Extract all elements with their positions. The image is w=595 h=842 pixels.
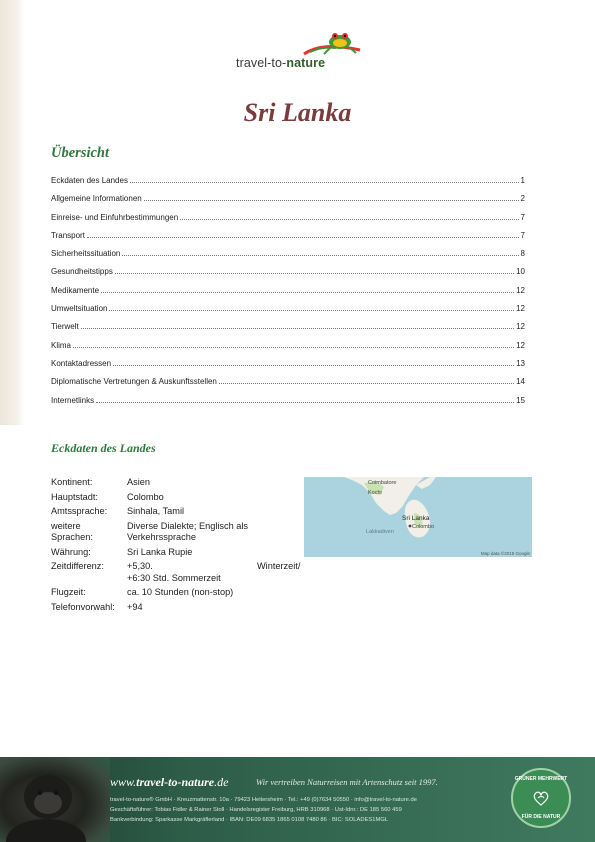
toc-label: Internetlinks (51, 395, 95, 405)
toc-entry[interactable] (51, 377, 525, 395)
toc-leader (81, 328, 514, 329)
footer-management: Geschäftsführer: Tobias Fidler & Rainer Stoll · Handelsregister Freiburg, HRB 310968 · Ust-Idnr.: DE 185 560 459 (110, 807, 402, 813)
gruener-mehrwert-badge (511, 768, 571, 828)
toc-entry[interactable] (51, 286, 525, 304)
heart-leaf-icon (531, 788, 551, 808)
toc-page-number: 8 (520, 249, 525, 259)
toc-leader (96, 402, 514, 403)
fact-value: Sinhala, Tamil (127, 506, 185, 516)
gorilla-photo (0, 757, 110, 842)
fact-key: Telefonvorwahl: (51, 601, 115, 612)
toc-page-number: 15 (516, 395, 525, 405)
section-heading-eckdaten: Eckdaten des Landes (51, 441, 156, 455)
map-label-sea: Lakkadiven (366, 529, 394, 535)
toc-leader (115, 273, 514, 274)
toc-page-number: 2 (520, 194, 525, 204)
brand-name: travel-to-nature (236, 56, 326, 70)
toc-label: Allgemeine Informationen (51, 194, 142, 204)
fact-key: weitere Sprachen: (51, 520, 93, 542)
fact-key: Flugzeit: (51, 587, 86, 597)
fact-row (51, 477, 331, 489)
toc-leader (101, 292, 514, 293)
footer-banner (0, 757, 595, 842)
toc-page-number: 12 (516, 285, 525, 295)
toc-entry[interactable] (51, 341, 525, 359)
page-title: Sri Lanka (243, 98, 352, 127)
toc-label: Kontaktadressen (51, 358, 112, 368)
toc-leader (144, 200, 519, 201)
fact-value: +5,30. Winterzeit/ +6:30 Std. Sommerzeit (127, 561, 301, 583)
toc-label: Sicherheitssituation (51, 249, 121, 259)
toc-label: Einreise- und Einfuhrbestimmungen (51, 212, 179, 222)
toc-entry[interactable] (51, 396, 525, 414)
toc-page-number: 13 (516, 358, 525, 368)
fact-row (51, 521, 331, 544)
toc-entry[interactable] (51, 194, 525, 212)
toc-entry[interactable] (51, 267, 525, 285)
toc-leader (109, 310, 514, 311)
fact-row (51, 506, 331, 518)
toc-label: Tierwelt (51, 322, 79, 332)
toc-label: Umweltsituation (51, 304, 108, 314)
toc-page-number: 1 (520, 176, 525, 185)
footer-bank: Bankverbindung: Sparkasse Markgräflerland · IBAN: DE09 6835 1865 0108 7480 86 · BIC: SOLADES1MGL (110, 817, 389, 823)
toc-page-number: 12 (516, 340, 525, 350)
toc-leader (113, 365, 514, 366)
toc-label: Klima (51, 340, 72, 350)
toc-leader (73, 347, 514, 348)
fact-value: Colombo (127, 491, 164, 502)
fact-key: Kontinent: (51, 477, 93, 487)
fact-key: Zeitdifferenz: (51, 561, 104, 571)
footer-slogan: Wir vertreiben Naturreisen mit Artenschutz seit 1997. (256, 777, 438, 787)
toc-label: Transport (51, 230, 85, 240)
fact-value: Sri Lanka Rupie (127, 546, 193, 557)
toc-heading: Übersicht (51, 145, 109, 161)
table-of-contents (51, 176, 525, 414)
fact-row (51, 587, 331, 599)
fact-value: ca. 10 Stunden (non-stop) (127, 587, 234, 597)
toc-entry[interactable] (51, 304, 525, 322)
map-label-coimbatore: Coimbatore (368, 480, 397, 486)
fact-row (51, 547, 331, 559)
fact-key: Hauptstadt: (51, 491, 98, 502)
toc-entry[interactable] (51, 176, 525, 194)
toc-page-number: 12 (516, 304, 525, 314)
decorative-side-strip (0, 0, 24, 425)
brand-logo[interactable] (236, 30, 366, 76)
gorilla-silhouette-icon (0, 757, 110, 842)
toc-leader (87, 237, 519, 238)
fact-key: Währung: (51, 546, 91, 557)
badge-bottom-text: FÜR DIE NATUR (521, 814, 561, 820)
toc-page-number: 14 (516, 377, 525, 387)
map-label-colombo: Colombo (412, 524, 435, 530)
country-facts (51, 477, 331, 616)
toc-page-number: 12 (516, 322, 525, 332)
fact-value: +94 (127, 601, 143, 612)
fact-row (51, 561, 331, 584)
fact-value: Diverse Dialekte; Englisch als Verkehrssprache (127, 520, 249, 542)
map-label-sri-lanka: Sri Lanka (402, 515, 430, 522)
toc-label: Medikamente (51, 285, 100, 295)
fact-row (51, 492, 331, 504)
toc-entry[interactable] (51, 322, 525, 340)
fact-key: Amtssprache: (51, 506, 108, 516)
toc-leader (180, 219, 518, 220)
toc-page-number: 10 (516, 267, 525, 277)
toc-page-number: 7 (520, 212, 525, 222)
toc-page-number: 7 (520, 230, 525, 240)
map-credit: Map data ©2019 Google (480, 551, 530, 556)
toc-leader (122, 255, 518, 256)
location-map[interactable] (304, 477, 532, 557)
toc-entry[interactable] (51, 249, 525, 267)
badge-top-text: GRÜNER MEHRWERT (514, 776, 568, 782)
toc-label: Gesundheitstipps (51, 267, 113, 277)
footer-address: travel-to-nature® GmbH · Kreuzmattenstr. 10a · 79423 Heitersheim · Tel.: +49 (0)7634 50550 · info@travel-to-nature.de (110, 797, 417, 803)
toc-leader (130, 182, 519, 183)
toc-leader (219, 383, 514, 384)
toc-label: Eckdaten des Landes (51, 176, 128, 185)
frog-logo-icon (302, 30, 362, 58)
toc-entry[interactable] (51, 231, 525, 249)
fact-row (51, 602, 331, 614)
toc-entry[interactable] (51, 359, 525, 377)
map-label-kochi: Kochi (368, 490, 382, 496)
fact-value: Asien (127, 477, 150, 487)
toc-entry[interactable] (51, 213, 525, 231)
toc-label: Diplomatische Vertretungen & Auskunftsstellen (51, 377, 217, 387)
footer-website-link[interactable]: www.travel-to-nature.de (110, 775, 229, 789)
